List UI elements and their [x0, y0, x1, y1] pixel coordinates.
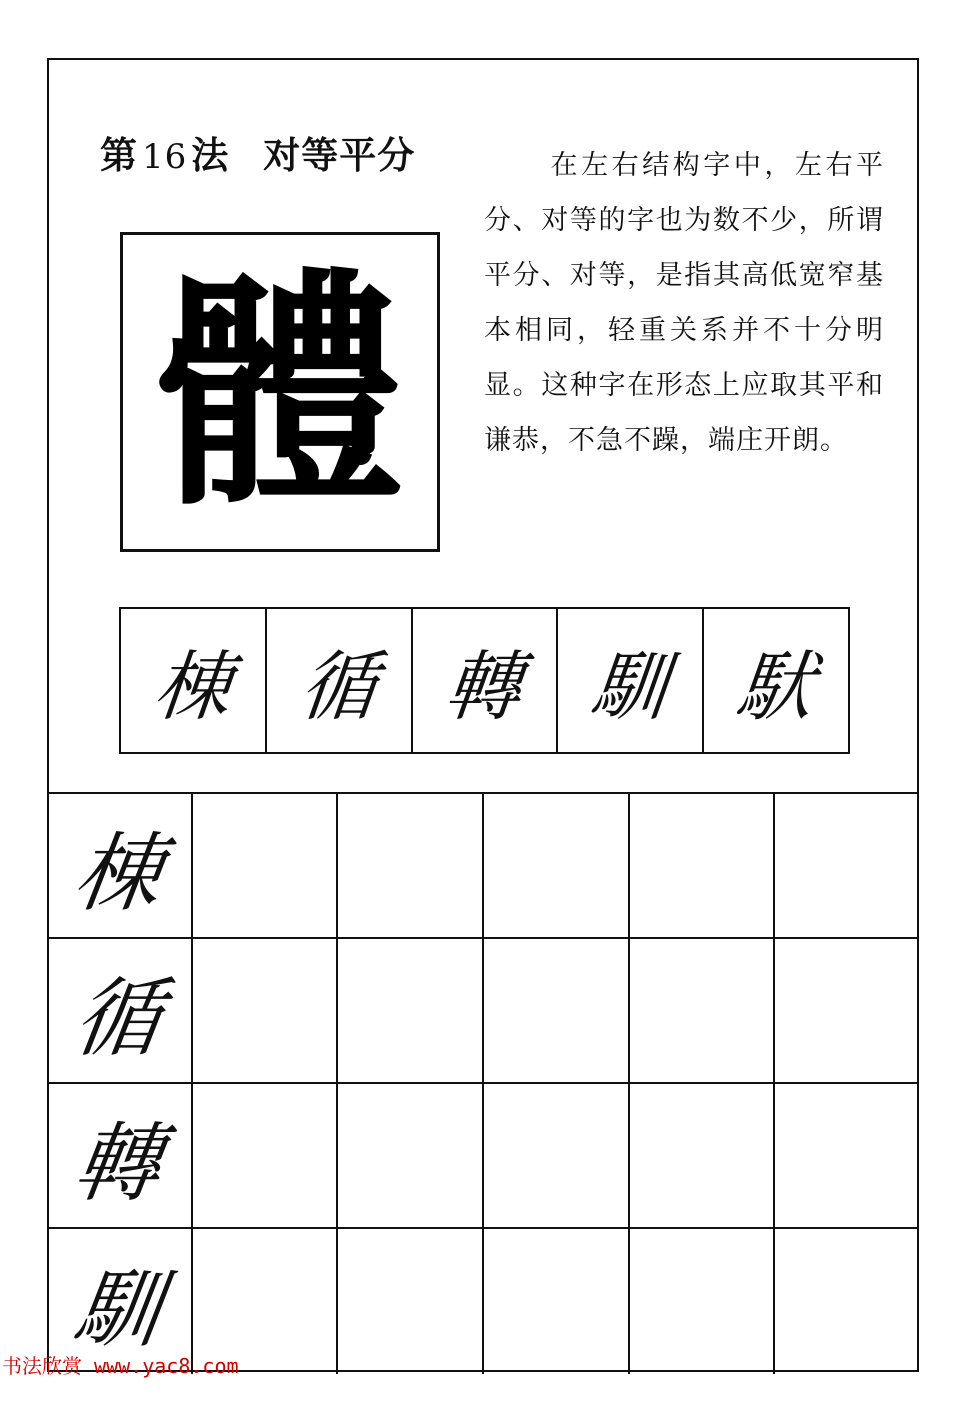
model-character: 轉	[67, 1113, 168, 1214]
lesson-topic: 对等平分	[263, 134, 416, 177]
practice-cell[interactable]	[191, 1084, 337, 1227]
practice-cell[interactable]	[773, 939, 919, 1082]
sample-character: 棟	[149, 642, 235, 731]
lesson-heading	[100, 125, 415, 179]
practice-cell[interactable]	[773, 1084, 919, 1227]
sample-cell	[121, 609, 265, 752]
model-cell	[47, 1084, 191, 1227]
lesson-prefix: 第	[100, 134, 138, 177]
practice-row	[47, 939, 919, 1084]
model-character: 循	[67, 968, 168, 1069]
practice-cell[interactable]	[482, 794, 628, 937]
practice-row	[47, 794, 919, 939]
practice-cell[interactable]	[628, 794, 774, 937]
sample-character: 馴	[586, 642, 673, 731]
practice-cell[interactable]	[482, 1084, 628, 1227]
model-character: 馴	[67, 1259, 168, 1360]
practice-cell[interactable]	[773, 1229, 919, 1374]
sample-cell	[556, 609, 702, 752]
sample-characters-row	[119, 607, 850, 754]
example-character-box	[120, 232, 440, 552]
practice-cell[interactable]	[191, 794, 337, 937]
practice-grid	[47, 792, 919, 1372]
model-cell	[47, 794, 191, 937]
practice-cell[interactable]	[628, 1084, 774, 1227]
sample-character: 轉	[441, 642, 527, 731]
practice-cell[interactable]	[482, 939, 628, 1082]
practice-cell[interactable]	[336, 939, 482, 1082]
practice-cell[interactable]	[628, 1229, 774, 1374]
practice-cell[interactable]	[336, 794, 482, 937]
example-character: 體	[157, 245, 403, 539]
model-character: 棟	[67, 823, 168, 924]
practice-row	[47, 1084, 919, 1229]
model-cell	[47, 939, 191, 1082]
lesson-suffix: 法	[191, 134, 230, 177]
site-watermark: 书法欣赏 www.yac8.com	[2, 1354, 239, 1378]
sample-cell	[702, 609, 848, 752]
sample-character: 循	[295, 642, 381, 731]
sample-character: 䭾	[732, 642, 819, 731]
practice-cell[interactable]	[628, 939, 774, 1082]
description-text: 在左右结构字中，左右平分、对等的字也为数不少，所谓平分、对等，是指其高低宽窄基本相同，轻重关系并不十分明显。这种字在形态上应取其平和谦恭，不急不躁，端庄开朗。	[484, 150, 884, 456]
practice-cell[interactable]	[482, 1229, 628, 1374]
practice-cell[interactable]	[336, 1229, 482, 1374]
lesson-number: 16	[142, 137, 188, 177]
practice-cell[interactable]	[191, 939, 337, 1082]
sample-cell	[265, 609, 411, 752]
lesson-description	[484, 138, 884, 468]
practice-cell[interactable]	[773, 794, 919, 937]
sample-cell	[411, 609, 557, 752]
practice-cell[interactable]	[336, 1084, 482, 1227]
